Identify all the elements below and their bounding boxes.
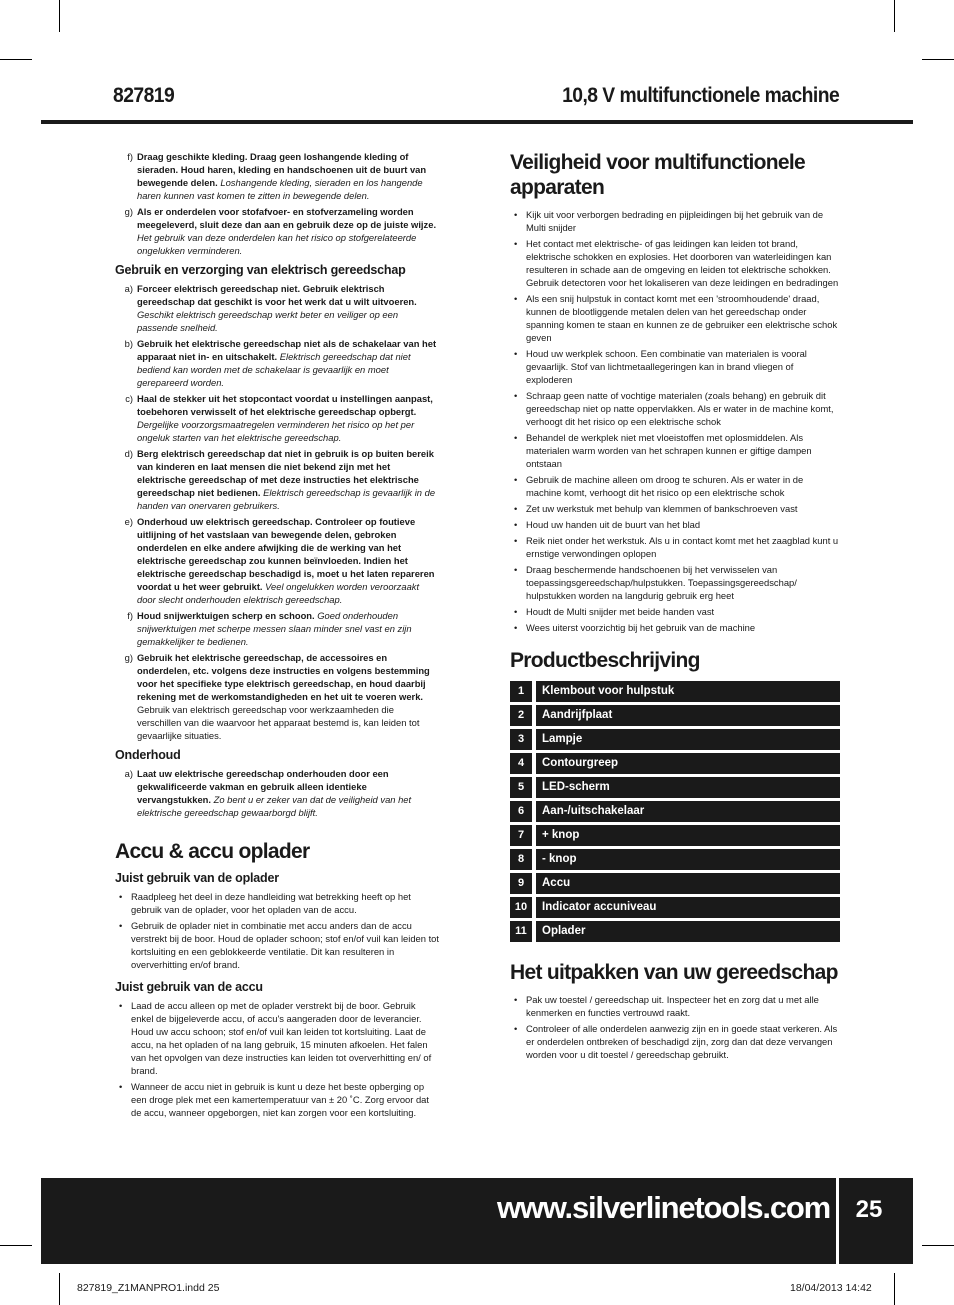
safety-list [510,208,840,634]
product-row [510,873,840,894]
numbered-item [110,609,440,648]
product-row [510,801,840,822]
product-row [510,849,840,870]
product-label: Contourgreep [536,753,840,774]
item-bold-text: Onderhoud uw elektrisch gereedschap. Controleer op foutieve uitlijning of het vastslaan van bewegende delen, gebroken onderdelen en elke andere afwijking die de werking van het elektrische gereedschap zou kunnen beïnvloeden. Indien het elektrische gereedschap beschadigd is, moet u het laten repareren voordat u het weer gebruikt. [137,516,435,592]
numbered-item [110,150,440,202]
product-row [510,729,840,750]
bullet-item: • Zet uw werkstuk met behulp van klemmen of bankschroeven vast [510,502,840,515]
product-number: 8 [510,849,532,870]
product-number: 4 [510,753,532,774]
crop-mark [0,59,32,60]
item-label: a) [124,768,133,779]
product-label: LED-scherm [536,777,840,798]
numbered-item [110,205,440,257]
numbered-item [110,447,440,512]
bullet-item: • Het contact met elektrische- of gas leidingen kan leiden tot brand, elektrische schokken en explosies. Het doorboren van waterleidingen kan resulteren in schade aan de omgeving en leiden tot elektrische schokken. Gebruik detectoren voor het lokaliseren van deze leidingen en bedradingen [510,237,840,289]
crop-mark [0,1245,32,1246]
battery-heading: Juist gebruik van de accu [115,980,263,994]
battery-list [110,999,440,1119]
bullet-item: • Schraap geen natte of vochtige materialen (zoals behang) en gebruik dit gereedschap niet op natte oppervlakken. Als er water in de machine komt, verhoogt dit het risico op een elektrische schok [510,389,840,428]
care-list [110,282,440,742]
item-bold-text: Als er onderdelen voor stofafvoer- en stofverzameling worden meegeleverd, sluit deze dan aan en gebruik deze op de juiste wijze. [137,206,437,230]
maintenance-list [110,767,440,819]
product-label: Aan-/uitschakelaar [536,801,840,822]
item-label: f) [127,151,133,162]
product-label: - knop [536,849,840,870]
charger-list [110,890,440,971]
product-label: Accu [536,873,840,894]
product-label: Aandrijfplaat [536,705,840,726]
bullet-item: • Laad de accu alleen op met de oplader verstrekt bij de boor. Gebruik enkel de bijgeleverde accu, of accu's aangeraden door de leverancier. Houd uw accu schoon; stof en/of vuil kan leiden tot kortsluiting. Laat de accu, na het opladen of na lang gebruik, 15 minuten afkoelen. Het falen van het opvolgen van deze instructies kan leiden tot oververhitting en/ of brand. [115,999,440,1077]
bullet-item: • Houdt de Multi snijder met beide handen vast [510,605,840,618]
numbered-item [110,282,440,334]
item-bold-text: Gebruik het elektrische gereedschap niet als de schakelaar van het apparaat niet in- en uitschakelt. [137,338,437,362]
product-number: 7 [510,825,532,846]
item-label: f) [127,610,133,621]
website-link[interactable]: www.silverlinetools.com [496,1190,830,1225]
item-label: g) [124,652,133,663]
slug-filename: 827819_Z1MANPRO1.indd 25 [77,1282,220,1294]
item-label: c) [125,393,133,404]
crop-mark [894,1273,895,1305]
item-bold-text: Berg elektrisch gereedschap dat niet in gebruik is op buiten bereik van kinderen en laat mensen die niet bekend zijn met het elektrische gereedschap of met deze instructies het elektrische gereedschap niet bedienen. [137,448,434,498]
product-row [510,753,840,774]
item-italic-text: Elektrisch gereedschap dat niet bediend kan worden met de schakelaar is gevaarlijk en moet gerepareerd worden. [137,351,411,388]
product-number: 1 [510,681,532,702]
item-italic-text: Geschikt elektrisch gereedschap werkt beter en veiliger op een passende snelheid. [137,309,399,333]
product-row [510,921,840,942]
unpack-list [510,993,840,1061]
product-table [510,681,840,942]
numbered-item [110,337,440,389]
item-italic-text: Zo bent u er zeker van dat de veiligheid van het elektrische gereedschap gewaarborgd blijft. [137,794,412,818]
bullet-item: • Controleer of alle onderdelen aanwezig zijn en in goede staat verkeren. Als er onderdelen ontbreken of beschadigd zijn, zorg dan dat deze vervangen worden voor u dit toestel / gereedschap gebruikt. [510,1022,840,1061]
product-row [510,825,840,846]
numbered-item [110,515,440,606]
care-heading: Gebruik en verzorging van elektrisch gereedschap [115,263,406,277]
numbered-item [110,767,440,819]
item-italic-text: Het gebruik van deze onderdelen kan het risico op stofgerelateerde ongelukken verminderen. [137,232,417,256]
item-italic-text: Dergelijke voorzorgsmaatregelen verminderen het risico op het per ongeluk starten van het elektrische gereedschap. [137,419,415,443]
product-number: 5 [510,777,532,798]
item-bold-text: Forceer elektrisch gereedschap niet. Gebruik elektrisch gereedschap dat geschikt is voor het werk dat u wilt uitvoeren. [137,283,417,307]
product-number: 10 [510,897,532,918]
product-row [510,777,840,798]
bullet-item: • Reik niet onder het werkstuk. Als u in contact komt met het zaagblad kunt u ernstige verwondingen oplopen [510,534,840,560]
bullet-item: • Pak uw toestel / gereedschap uit. Inspecteer het en zorg dat u met alle kenmerken en functies vertrouwd raakt. [510,993,840,1019]
left-column [110,150,440,1122]
model-number: 827819 [113,84,175,107]
page-number: 25 [855,1196,883,1223]
maintenance-heading: Onderhoud [115,748,181,762]
bullet-item: • Als een snij hulpstuk in contact komt met een 'stroomhoudende' draad, kunnen de blootliggende metalen delen van het gereedschap onder spanning komen te staan en kunnen ze de gebruiker een elektrische schok geven [510,292,840,344]
item-italic-text: Loshangende kleding, sieraden en los hangende haren kunnen vast komen te zitten in bewegende delen. [137,177,423,201]
product-label: Klembout voor hulpstuk [536,681,840,702]
bullet-item: • Kijk uit voor verborgen bedrading en pijpleidingen bij het gebruik van de Multi snijder [510,208,840,234]
product-number: 3 [510,729,532,750]
product-label: + knop [536,825,840,846]
numbered-item [110,392,440,444]
footer-divider [836,1178,839,1264]
unpack-heading: Het uitpakken van uw gereedschap [510,961,838,984]
safety-heading: Veiligheid voor multifunctionele apparaten [510,151,805,199]
bullet-item: • Wees uiterst voorzichtig bij het gebruik van de machine [510,621,840,634]
item-label: b) [124,338,133,349]
bullet-item: • Houd uw werkplek schoon. Een combinatie van materialen is vooral gevaarlijk. Stof van lichtmetaallegeringen kan in brand vliegen of exploderen [510,347,840,386]
product-label: Oplader [536,921,840,942]
crop-mark [59,1273,60,1305]
bullet-item: • Houd uw handen uit de buurt van het blad [510,518,840,531]
bullet-item: • Gebruik de machine alleen om droog te schuren. Als er water in de machine komt, verhoogt dit het risico op een elektrische schok [510,473,840,499]
item-bold-text: Haal de stekker uit het stopcontact voordat u instellingen aanpast, toebehoren verwisselt of het elektrische gereedschap opbergt. [137,393,433,417]
crop-mark [922,59,954,60]
page-title: 10,8 V multifunctionele machine [561,84,839,107]
item-italic-text: Elektrisch gereedschap is gevaarlijk in de handen van onervaren gebruikers. [137,487,436,511]
bullet-item: • Gebruik de oplader niet in combinatie met accu anders dan de accu verstrekt bij de boor. Houd de oplader schoon; stof en/of vuil kan leiden tot kortsluiting en een geblokkeerde ventilatie. Dit kan resulteren in oververhitting en/of brand. [115,919,440,971]
item-bold-text: Gebruik het elektrische gereedschap, de accessoires en onderdelen, etc. volgens deze instructies en volgens bestemming voor het specifieke type elektrisch gereedschap, en houd daarbij rekening met de werkomstandigheden en het uit te voeren werk. [137,652,430,702]
item-bold-text: Laat uw elektrische gereedschap onderhouden door een gekwalificeerde vakman en gebruik alleen identieke vervangstukken. [137,768,389,805]
bullet-item: • Behandel de werkplek niet met vloeistoffen met oplosmiddelen. Als materialen warm worden van het schrapen kunnen er giftige dampen ontstaan [510,431,840,470]
product-number: 6 [510,801,532,822]
accu-heading: Accu & accu oplader [115,840,310,863]
bullet-item: • Draag beschermende handschoenen bij het verwisselen van toepassingsgereedschap/hulpstukken. Toepassingsgereedschap/ hulpstukken worden na langdurig gebruik erg heet [510,563,840,602]
charger-heading: Juist gebruik van de oplader [115,871,279,885]
header-rule [41,120,913,124]
product-label: Indicator accuniveau [536,897,840,918]
crop-mark [894,0,895,32]
item-plain-text: Gebruik van elektrisch gereedschap voor werkzaamheden die verschillen van die waarvoor het apparaat bestemd is, kan leiden tot gevaarlijke situaties. [137,704,420,741]
item-bold-text: Draag geschikte kleding. Draag geen loshangende kleding of sieraden. Houd haren, kleding en handschoenen uit de buurt van bewegende delen. [137,151,427,188]
product-heading: Productbeschrijving [510,649,700,672]
right-column [510,150,840,1064]
item-label: e) [124,516,133,527]
numbered-item [110,651,440,742]
product-number: 11 [510,921,532,942]
bullet-item: • Wanneer de accu niet in gebruik is kunt u deze het beste opberging op een droge plek met een kamertemperatuur van ± 20 ˚C. Zorg ervoor dat de accu, wanneer opgeborgen, niet kan zorgen voor een kortsluiting. [115,1080,440,1119]
crop-mark [59,0,60,32]
item-italic-text: Goed onderhouden snijwerktuigen met scherpe messen slaan minder snel vast en zijn gemakkelijker te bedienen. [137,610,412,647]
bullet-item: • Raadpleeg het deel in deze handleiding wat betrekking heeft op het gebruik van de oplader, voor het opladen van de accu. [115,890,440,916]
product-row [510,681,840,702]
intro-list [110,150,440,257]
product-label: Lampje [536,729,840,750]
product-row [510,897,840,918]
item-label: a) [124,283,133,294]
item-italic-text: Veel ongelukken worden veroorzaakt door slecht onderhouden elektrisch gereedschap. [137,581,420,605]
item-label: d) [124,448,133,459]
crop-mark [922,1245,954,1246]
product-row [510,705,840,726]
slug-date: 18/04/2013 14:42 [790,1282,872,1294]
product-number: 2 [510,705,532,726]
item-label: g) [124,206,133,217]
item-bold-text: Houd snijwerktuigen scherp en schoon. [137,610,315,621]
product-number: 9 [510,873,532,894]
